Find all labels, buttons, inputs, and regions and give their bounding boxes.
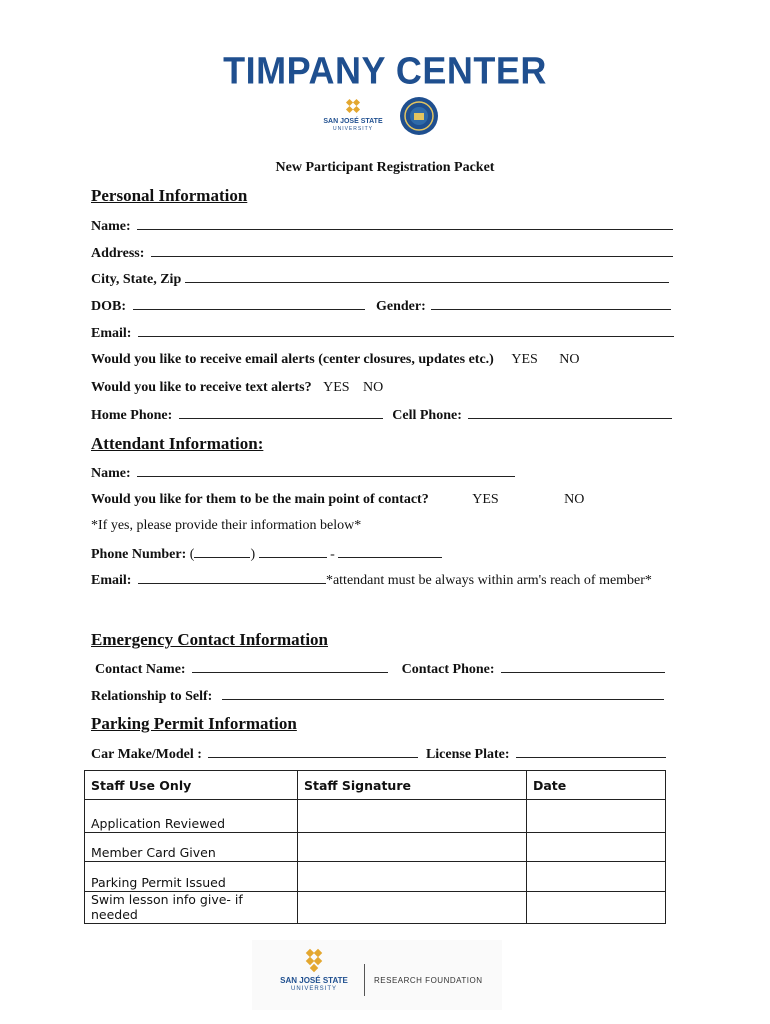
personal-city-row (91, 271, 669, 288)
table-header-row (85, 771, 666, 800)
personal-dob-row (91, 298, 671, 315)
car-model-field[interactable] (208, 746, 418, 758)
table-cell-item: Swim lesson info give- if needed (85, 892, 298, 924)
attendant-email-label: Email: (91, 573, 132, 588)
name-field[interactable] (137, 218, 673, 230)
staff-signature-header: Staff Signature (298, 771, 527, 800)
footer-sjsu-line2: UNIVERSITY (290, 986, 337, 992)
license-plate-field[interactable] (516, 746, 666, 758)
sjsu-logo-line2: UNIVERSITY (332, 126, 373, 132)
name-label: Name: (91, 219, 131, 234)
emergency-contact-row (95, 661, 665, 678)
sjsu-emblem-icon (321, 98, 385, 118)
emergency-contact-heading: Emergency Contact Information (91, 630, 329, 649)
table-cell-item: Parking Permit Issued (85, 862, 298, 892)
sjsu-logo-line1: SAN JOSÉ STATE (323, 118, 383, 125)
email-alerts-question: Would you like to receive email alerts (center closures, updates etc.) (91, 352, 494, 367)
footer-foundation: RESEARCH FOUNDATION (374, 976, 483, 985)
table-row (85, 892, 666, 924)
table-cell-item: Application Reviewed (85, 800, 298, 833)
attendant-info-heading: Attendant Information: (91, 434, 264, 453)
email-field[interactable] (138, 325, 674, 337)
date-header: Date (527, 771, 666, 800)
car-model-label: Car Make/Model : (91, 747, 202, 762)
dob-label: DOB: (91, 299, 126, 314)
phone-row (91, 407, 672, 424)
table-row (85, 833, 666, 862)
personal-info-heading: Personal Information (91, 186, 248, 205)
personal-address-row (91, 245, 673, 262)
home-phone-label: Home Phone: (91, 408, 173, 423)
personal-email-row (91, 325, 674, 342)
date-cell[interactable] (527, 862, 666, 892)
footer-divider (364, 964, 365, 996)
city-label: City, State, Zip (91, 272, 182, 287)
date-cell[interactable] (527, 833, 666, 862)
attendant-name-field[interactable] (137, 465, 515, 477)
staff-use-header: Staff Use Only (85, 771, 298, 800)
text-alerts-no[interactable]: NO (363, 380, 384, 395)
contact-name-label: Contact Name: (95, 662, 186, 677)
email-alerts-no[interactable]: NO (559, 352, 580, 367)
sjsu-footer-emblem-icon (297, 948, 331, 974)
staff-use-table (84, 770, 666, 924)
main-contact-no[interactable]: NO (564, 492, 585, 507)
timpany-center-logo: TIMPANY CENTER (223, 48, 547, 92)
city-field[interactable] (185, 271, 669, 283)
attendant-name-label: Name: (91, 466, 131, 481)
attendant-email-field[interactable] (138, 572, 326, 584)
attendant-phone-field[interactable]: ( ) - (190, 547, 443, 562)
dob-field[interactable] (133, 298, 365, 310)
email-alerts-yes[interactable]: YES (511, 352, 538, 367)
main-contact-yes[interactable]: YES (472, 492, 499, 507)
text-alerts-row (91, 380, 383, 396)
main-contact-row (91, 492, 584, 508)
relationship-label: Relationship to Self: (91, 689, 213, 704)
signature-cell[interactable] (298, 833, 527, 862)
attendant-phone-label: Phone Number: (91, 547, 187, 562)
license-plate-label: License Plate: (425, 747, 510, 762)
table-cell-item: Member Card Given (85, 833, 298, 862)
if-yes-note: *If yes, please provide their information below* (91, 518, 362, 533)
text-alerts-yes[interactable]: YES (323, 380, 350, 395)
attendant-email-row (91, 572, 652, 589)
attendant-name-row (91, 465, 515, 482)
home-phone-field[interactable] (179, 407, 383, 419)
footer-logo (252, 940, 502, 1010)
signature-cell[interactable] (298, 800, 527, 833)
university-seal-icon (399, 96, 439, 136)
footer-sjsu-line1: SAN JOSÉ STATE (280, 976, 348, 985)
gender-label: Gender: (376, 299, 426, 314)
contact-name-field[interactable] (192, 661, 388, 673)
signature-cell[interactable] (298, 892, 527, 924)
relationship-row (91, 688, 664, 705)
personal-name-row (91, 218, 673, 235)
main-contact-question: Would you like for them to be the main point of contact? (91, 492, 429, 507)
attendant-phone-row (91, 546, 442, 563)
email-label: Email: (91, 326, 132, 341)
relationship-field[interactable] (222, 688, 664, 700)
attendant-reach-note: *attendant must be always within arm's reach of member* (325, 573, 652, 588)
table-row (85, 800, 666, 833)
signature-cell[interactable] (298, 862, 527, 892)
text-alerts-question: Would you like to receive text alerts? (91, 380, 312, 395)
parking-permit-heading: Parking Permit Information (91, 714, 297, 733)
cell-phone-field[interactable] (468, 407, 672, 419)
parking-row (91, 746, 666, 763)
cell-phone-label: Cell Phone: (392, 408, 462, 423)
date-cell[interactable] (527, 892, 666, 924)
email-alerts-row (91, 352, 580, 368)
document-title: New Participant Registration Packet (275, 160, 495, 175)
contact-phone-field[interactable] (501, 661, 665, 673)
sjsu-logo (321, 98, 385, 134)
date-cell[interactable] (527, 800, 666, 833)
gender-field[interactable] (431, 298, 671, 310)
address-label: Address: (91, 246, 145, 261)
table-row (85, 862, 666, 892)
contact-phone-label: Contact Phone: (401, 662, 495, 677)
address-field[interactable] (151, 245, 673, 257)
